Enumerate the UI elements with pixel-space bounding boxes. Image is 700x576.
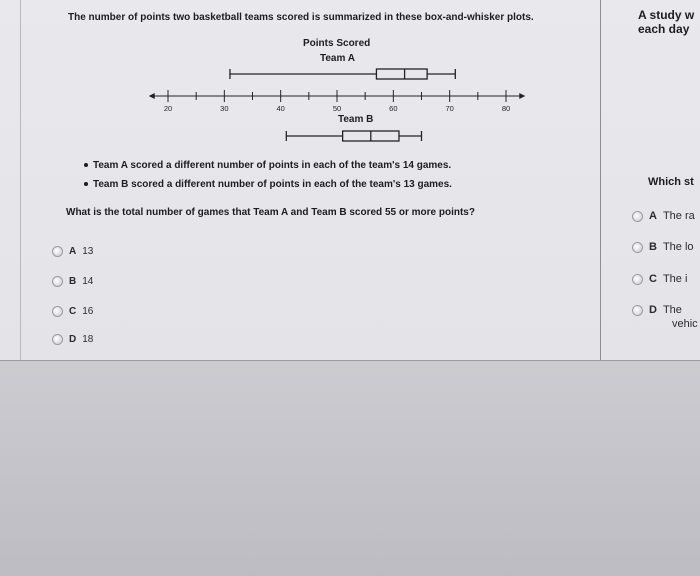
option-letter: B	[69, 276, 77, 287]
axis-tick-label: 60	[389, 104, 398, 113]
option-c[interactable]	[52, 306, 93, 317]
right-option-d-continued: vehic	[672, 318, 698, 330]
right-question-prompt: Which st	[648, 176, 694, 188]
radio-button[interactable]	[632, 211, 643, 222]
bullet-text: Team B scored a different number of points in each of the team's 13 games.	[93, 179, 452, 190]
bullet-dot	[84, 163, 88, 167]
radio-button[interactable]	[632, 305, 643, 316]
axis-left-arrow	[149, 93, 155, 99]
right-option-a[interactable]	[632, 210, 695, 222]
option-letter: D	[649, 304, 657, 316]
axis-tick-label: 50	[332, 104, 342, 113]
right-question-header	[638, 8, 694, 36]
axis-tick-label: 40	[276, 104, 285, 113]
bullet-text: Team A scored a different number of points in each of the team's 14 games.	[93, 160, 452, 171]
option-text: 16	[82, 306, 94, 317]
axis-tick-label: 70	[445, 104, 454, 113]
option-b[interactable]	[52, 276, 93, 287]
bullet-dot	[84, 182, 88, 186]
option-text: 13	[82, 246, 94, 257]
radio-button[interactable]	[632, 274, 643, 285]
right-option-c[interactable]	[632, 273, 687, 285]
option-text: The	[662, 304, 682, 316]
option-letter: C	[69, 306, 77, 317]
team-a-label: Team A	[320, 53, 356, 64]
option-letter: D	[69, 334, 77, 345]
option-letter: A	[69, 246, 77, 257]
question-prompt: What is the total number of games that Team A and Team B scored 55 or more points?	[66, 207, 475, 218]
radio-button[interactable]	[632, 242, 643, 253]
right-header-line1: A study w	[638, 8, 695, 22]
radio-button[interactable]	[52, 246, 63, 257]
option-letter: A	[649, 210, 657, 222]
option-text: 18	[82, 334, 94, 345]
option-text: The i	[662, 273, 688, 285]
right-header-line2: each day	[638, 22, 690, 36]
option-text: The lo	[662, 241, 694, 253]
radio-button[interactable]	[52, 276, 63, 287]
question-intro: The number of points two basketball teams scored is summarized in these box-and-whisker plots.	[68, 12, 534, 23]
axis-tick-label: 20	[163, 104, 173, 113]
option-text: 14	[82, 276, 94, 287]
option-a[interactable]	[52, 246, 93, 257]
team-a-box	[376, 69, 427, 79]
option-letter: C	[649, 273, 657, 285]
option-letter: B	[649, 241, 657, 253]
bullet-team-a	[84, 160, 451, 171]
bullet-team-b	[84, 179, 452, 190]
right-option-b[interactable]	[632, 241, 694, 253]
right-option-d[interactable]	[632, 304, 682, 316]
axis-right-arrow	[519, 93, 525, 99]
axis-tick-label: 80	[501, 104, 511, 113]
option-d[interactable]	[52, 334, 93, 345]
box-plot-chart	[0, 0, 700, 160]
team-b-label: Team B	[338, 114, 374, 125]
axis-tick-label: 30	[220, 104, 229, 113]
radio-button[interactable]	[52, 334, 63, 345]
option-text: The ra	[662, 210, 695, 222]
chart-title: Points Scored	[303, 38, 371, 49]
radio-button[interactable]	[52, 306, 63, 317]
